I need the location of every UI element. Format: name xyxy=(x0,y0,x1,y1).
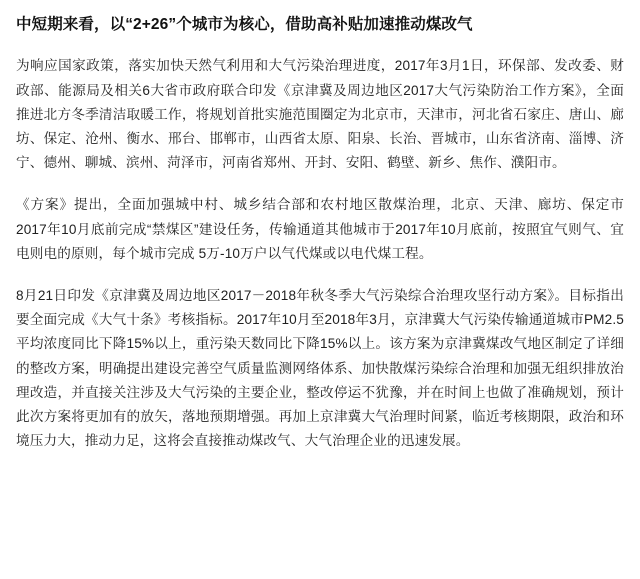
paragraph-3: 8月21日印发《京津冀及周边地区2017－2018年秋冬季大气污染综合治理攻坚行动方案》。目标指出要全面完成《大气十条》考核指标。2017年10月至2018年3月，京津冀大气污染传输通道城市PM2.5 平均浓度同比下降15%以上，重污染天数同比下降15%以上。该方案为京津冀煤改气地区制定了详细的整改方案，明确提出建设完善空气质量监测网络体系、加快散煤污染综合治理和加强无组织排放治理改造，并直接关注涉及大气污染的主要企业，整改停运不犹豫，并在时间上也做了准确规划，预计此次方案将更加有的放矢，落地预期增强。再加上京津冀大气治理时间紧，临近考核期限，政治和环境压力大，推动力足，这将会直接推动煤改气、大气治理企业的迅速发展。 xyxy=(16,287,624,449)
paragraph-1: 为响应国家政策，落实加快天然气利用和大气污染治理进度，2017年3月1日，环保部、发改委、财政部、能源局及相关6大省市政府联合印发《京津冀及周边地区2017大气污染防治工作方案》，全面推进北方冬季清洁取暖工作，将规划首批实施范围圈定为北京市，天津市，河北省石家庄、唐山、廊坊、保定、沧州、衡水、邢台、邯郸市，山西省太原、阳泉、长治、晋城市，山东省济南、淄博、济宁、德州、聊城、滨州、菏泽市，河南省郑州、开封、安阳、鹤壁、新乡、焦作、濮阳市。 xyxy=(16,58,624,171)
paragraph-2: 《方案》提出，全面加强城中村、城乡结合部和农村地区散煤治理，北京、天津、廊坊、保定市2017年10月底前完成“禁煤区”建设任务，传输通道其他城市于2017年10月底前，按照宜气则气、宜电则电的原则，每个城市完成 5万-10万户以气代煤或以电代煤工程。 xyxy=(16,197,624,261)
page-title: 中短期来看，以“2+26”个城市为核心，借助高补贴加速推动煤改气 xyxy=(16,16,473,33)
